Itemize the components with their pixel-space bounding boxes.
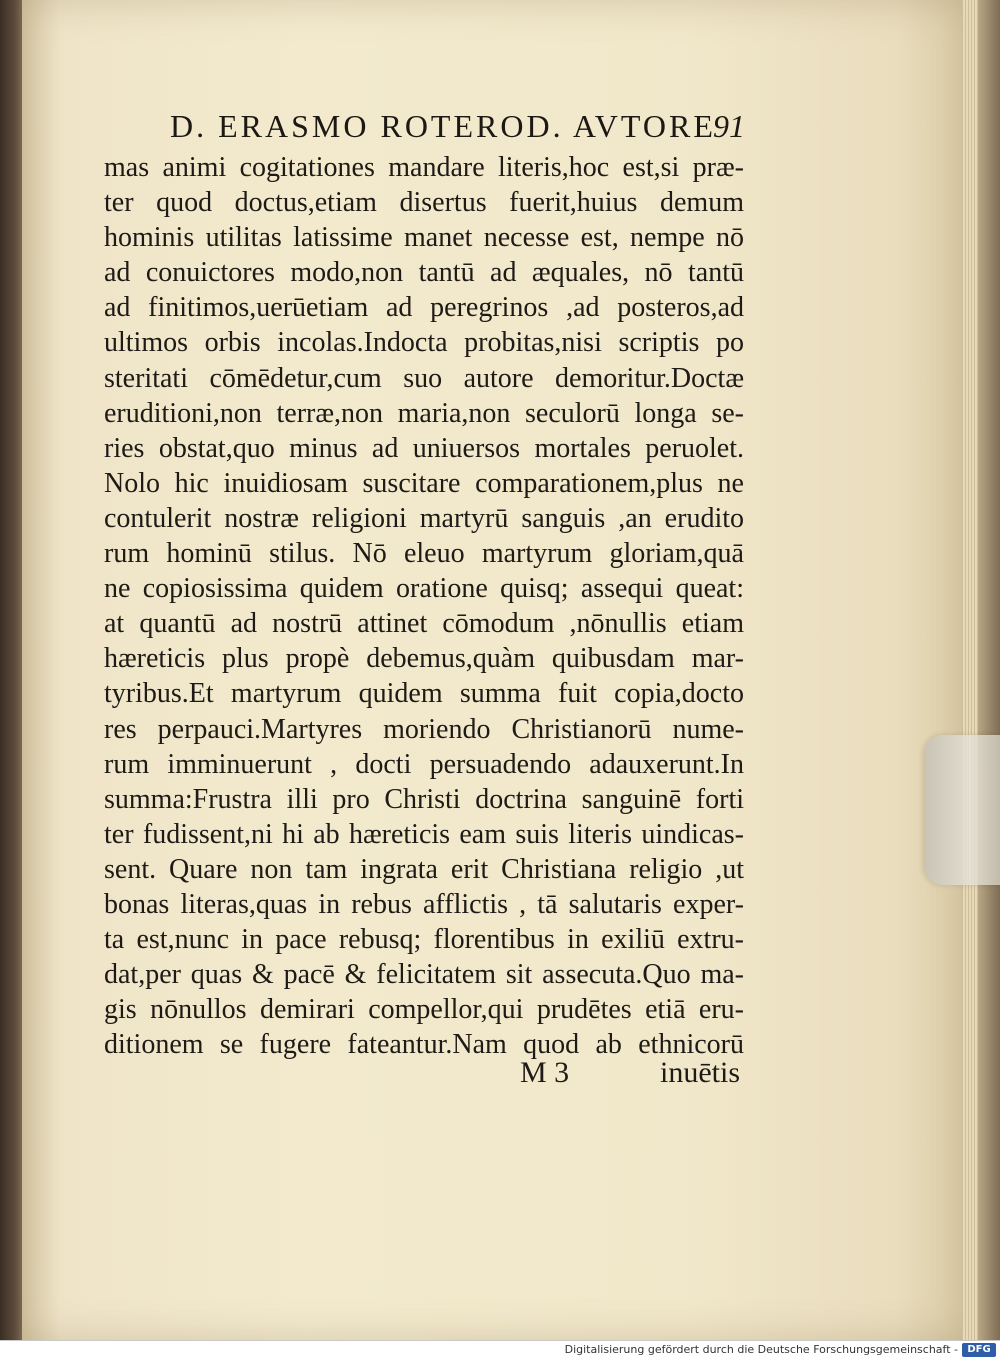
page-number: 91 xyxy=(713,108,745,144)
page-edges xyxy=(962,0,978,1340)
text-line: steritati cōmēdetur,cum suo autore demoritur.Doctæ xyxy=(104,362,744,394)
running-title: D. ERASMO ROTEROD. AVTORE xyxy=(170,108,716,144)
credit-bar xyxy=(0,1340,1000,1360)
page-footer xyxy=(520,1056,740,1096)
text-line: dat,per quas & pacē & felicitatem sit assecuta.Quo ma- xyxy=(104,959,744,991)
page-clip xyxy=(925,735,1000,885)
text-line: gis nōnullos demirari compellor,qui prudētes etiā eru- xyxy=(104,994,744,1026)
credit-text: Digitalisierung gefördert durch die Deutsche Forschungsgemeinschaft - xyxy=(564,1343,958,1356)
text-line: ultimos orbis incolas.Indocta probitas,nisi scriptis po xyxy=(104,327,744,359)
text-line: mas animi cogitationes mandare literis,hoc est,si præ- xyxy=(104,152,744,183)
text-line: ter quod doctus,etiam disertus fuerit,huius demum xyxy=(104,187,744,219)
text-line: bonas literas,quas in rebus afflictis , tā salutaris exper- xyxy=(104,888,744,920)
text-line: rum hominū stilus. Nō eleuo martyrum gloriam,quā xyxy=(104,538,744,570)
catchword: inuētis xyxy=(660,1056,740,1089)
book-cover-edge xyxy=(978,0,1000,1340)
text-line: ter fudissent,ni hi ab hæreticis eam suis literis uindicas- xyxy=(104,818,744,850)
text-line: hæreticis plus propè debemus,quàm quibusdam mar- xyxy=(104,643,744,675)
text-line: at quantū ad nostrū attinet cōmodum ,nōnullis etiam xyxy=(104,608,744,640)
text-line: summa:Frustra illi pro Christi doctrina sanguinē forti xyxy=(104,783,744,815)
text-line: ad finitimos,uerūetiam ad peregrinos ,ad posteros,ad xyxy=(104,292,744,324)
text-line: ditionem se fugere fateantur.Nam quod ab ethnicorū xyxy=(104,1029,744,1061)
text-line: rum imminuerunt , docti persuadendo adauxerunt.In xyxy=(104,748,744,780)
text-line: ne copiosissima quidem oratione quisq; assequi queat: xyxy=(104,573,744,605)
text-line: hominis utilitas latissime manet necesse est, nempe nō xyxy=(104,222,744,254)
text-line: res perpauci.Martyres moriendo Christianorū nume- xyxy=(104,713,744,745)
running-header xyxy=(170,108,745,152)
text-line: sent. Quare non tam ingrata erit Christiana religio ,ut xyxy=(104,853,744,885)
text-line: ad conuictores modo,non tantū ad æquales, nō tantū xyxy=(104,257,744,289)
text-line: ries obstat,quo minus ad uniuersos mortales peruolet. xyxy=(104,432,744,464)
body-text xyxy=(104,150,744,1062)
text-line: eruditioni,non terræ,non maria,non seculorū longa se- xyxy=(104,397,744,429)
text-line: tyribus.Et martyrum quidem summa fuit copia,docto xyxy=(104,678,744,710)
text-line: contulerit nostræ religioni martyrū sanguis ,an erudito xyxy=(104,502,744,534)
signature-mark: M 3 xyxy=(520,1056,570,1089)
text-line: Nolo hic inuidiosam suscitare comparationem,plus ne xyxy=(104,467,744,499)
dfg-logo: DFG xyxy=(962,1343,996,1357)
text-line: ta est,nunc in pace rebusq; florentibus in exiliū extru- xyxy=(104,924,744,956)
